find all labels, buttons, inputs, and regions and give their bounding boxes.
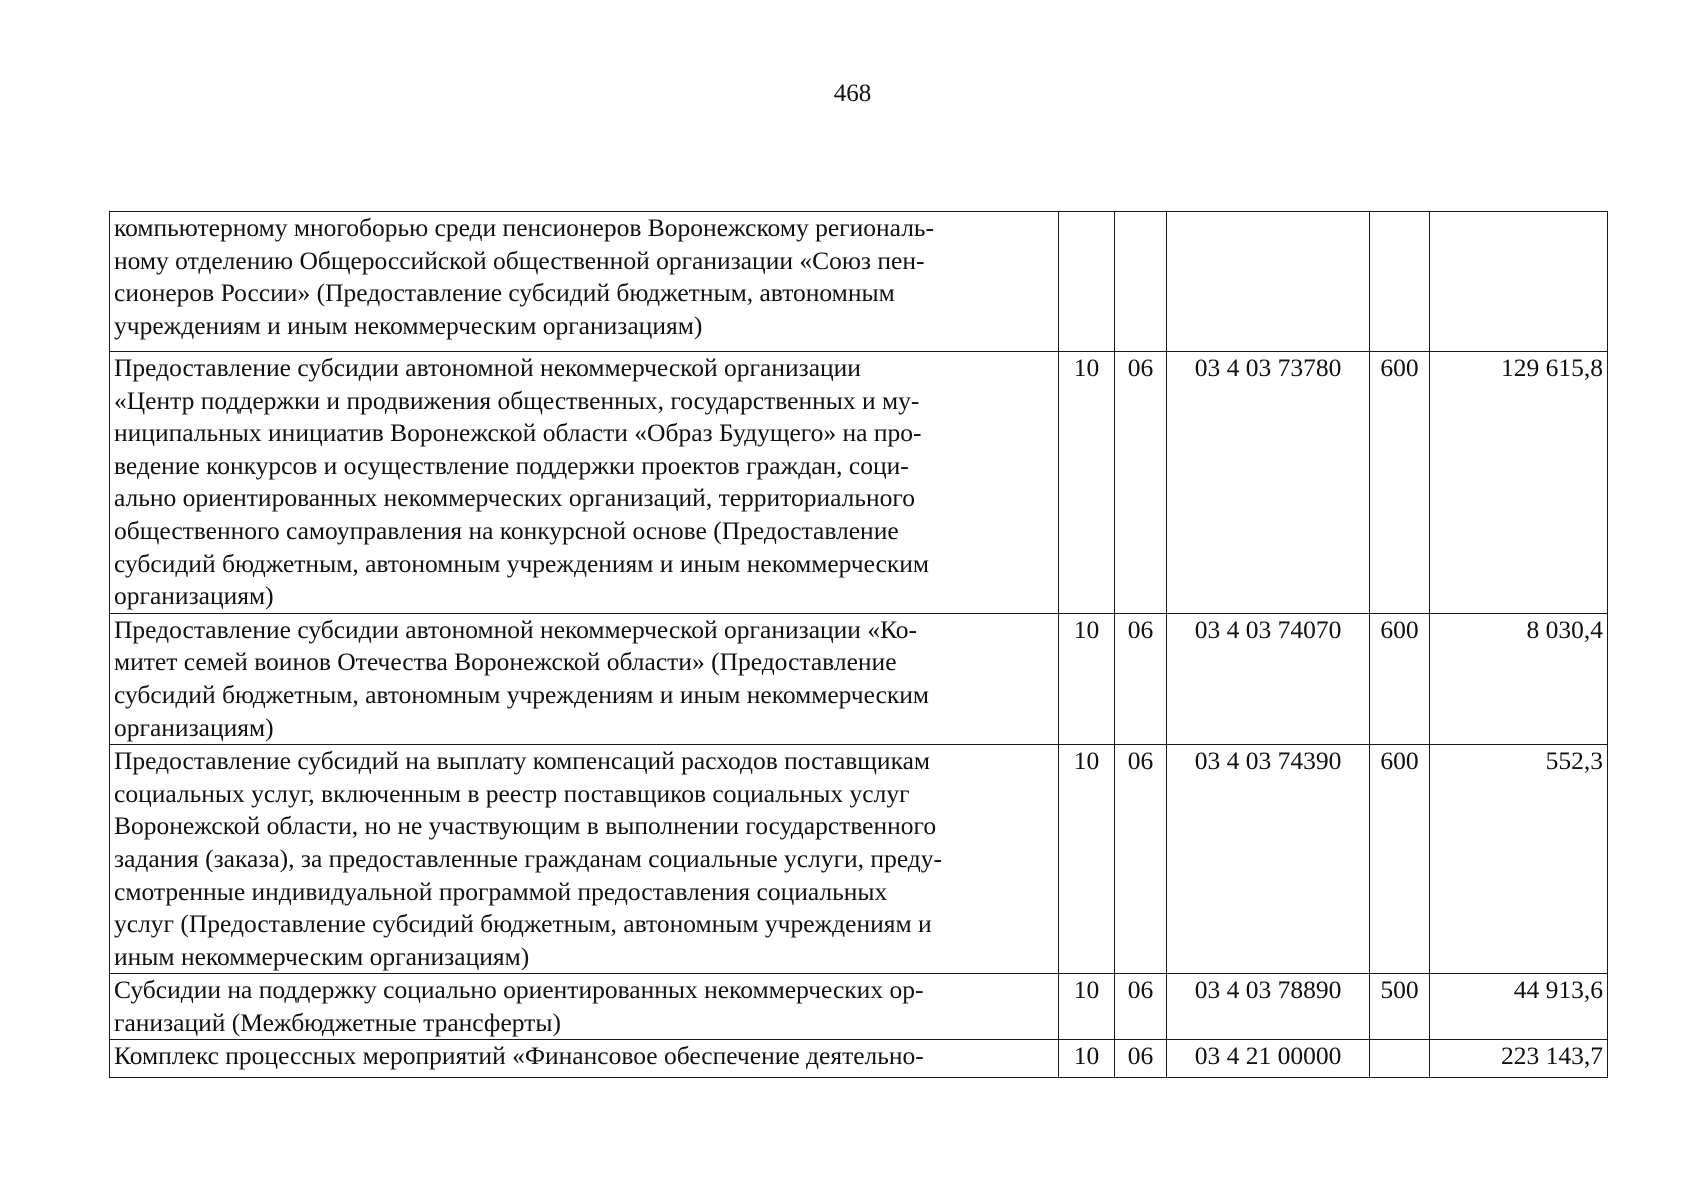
subsection-code-cell: 06 bbox=[1115, 352, 1167, 614]
table-row bbox=[110, 974, 1608, 1040]
description-cell bbox=[110, 745, 1059, 974]
description-cell bbox=[110, 974, 1059, 1040]
description-cell bbox=[110, 212, 1059, 352]
subsection-code-cell: 06 bbox=[1115, 1040, 1167, 1078]
description-text: компьютерному многоборью среди пенсионеров Воронежскому региональ- ному отделению Общероссийской общественной организации «Союз пен- сионеров России» (Предоставление субсидий бюджетным, автономным учреждениям и иным некоммерческим организациям) bbox=[114, 213, 935, 340]
description-cell bbox=[110, 352, 1059, 614]
target-article-cell: 03 4 03 74070 bbox=[1167, 613, 1370, 744]
amount-cell: 552,3 bbox=[1430, 745, 1608, 974]
description-text: Комплекс процессных мероприятий «Финансовое обеспечение деятельно- bbox=[114, 1041, 924, 1071]
description-text: Субсидии на поддержку социально ориентированных некоммерческих ор- ганизаций (Межбюджетные трансферты) bbox=[114, 975, 924, 1037]
target-article-cell bbox=[1167, 212, 1370, 352]
subsection-code-cell: 06 bbox=[1115, 974, 1167, 1040]
expense-type-cell: 600 bbox=[1370, 745, 1430, 974]
subsection-code-cell: 06 bbox=[1115, 613, 1167, 744]
budget-table bbox=[109, 211, 1608, 1078]
table-row bbox=[110, 1040, 1608, 1078]
target-article-cell: 03 4 21 00000 bbox=[1167, 1040, 1370, 1078]
target-article-cell: 03 4 03 73780 bbox=[1167, 352, 1370, 614]
amount-cell: 129 615,8 bbox=[1430, 352, 1608, 614]
expense-type-cell: 500 bbox=[1370, 974, 1430, 1040]
description-cell bbox=[110, 613, 1059, 744]
subsection-code-cell bbox=[1115, 212, 1167, 352]
target-article-cell: 03 4 03 74390 bbox=[1167, 745, 1370, 974]
description-text: Предоставление субсидии автономной некоммерческой организации «Ко- митет семей воинов Отечества Воронежской области» (Предоставление субсидий бюджетным, автономным учреждениям и иным некоммерческим организациям) bbox=[114, 614, 930, 742]
table-row bbox=[110, 352, 1608, 614]
table-row bbox=[110, 613, 1608, 744]
section-code-cell: 10 bbox=[1059, 1040, 1115, 1078]
page-number: 468 bbox=[833, 80, 872, 107]
target-article-cell: 03 4 03 78890 bbox=[1167, 974, 1370, 1040]
amount-cell: 223 143,7 bbox=[1430, 1040, 1608, 1078]
table-row bbox=[110, 212, 1608, 352]
section-code-cell bbox=[1059, 212, 1115, 352]
amount-cell bbox=[1430, 212, 1608, 352]
expense-type-cell bbox=[1370, 1040, 1430, 1078]
table-body bbox=[110, 212, 1608, 1078]
expense-type-cell bbox=[1370, 212, 1430, 352]
section-code-cell: 10 bbox=[1059, 352, 1115, 614]
description-text: Предоставление субсидий на выплату компенсаций расходов поставщикам социальных услуг, включенным в реестр поставщиков социальных услуг Воронежской области, но не участвующим в выполнении государственного задания (заказа), за предоставленные гражданам социальные услуги, преду- смотренные индивидуальной программой предоставления социальных услуг (Предоставление субсидий бюджетным, автономным учреждениям и иным некоммерческим организациям) bbox=[114, 746, 943, 971]
expense-type-cell: 600 bbox=[1370, 613, 1430, 744]
amount-cell: 44 913,6 bbox=[1430, 974, 1608, 1040]
description-text: Предоставление субсидии автономной некоммерческой организации «Центр поддержки и продвижения общественных, государственных и му- ниципальных инициатив Воронежской области «Образ Будущего» на про- ведение конкурсов и осуществление поддержки проектов граждан, соци- ально ориентированных некоммерческих организаций, территориального общественного самоуправления на конкурсной основе (Предоставление субсидий бюджетным, автономным учреждениям и иным некоммерческим организациям) bbox=[114, 353, 930, 611]
description-cell bbox=[110, 1040, 1059, 1078]
expense-type-cell: 600 bbox=[1370, 352, 1430, 614]
section-code-cell: 10 bbox=[1059, 613, 1115, 744]
amount-cell: 8 030,4 bbox=[1430, 613, 1608, 744]
subsection-code-cell: 06 bbox=[1115, 745, 1167, 974]
table-row bbox=[110, 745, 1608, 974]
section-code-cell: 10 bbox=[1059, 974, 1115, 1040]
section-code-cell: 10 bbox=[1059, 745, 1115, 974]
